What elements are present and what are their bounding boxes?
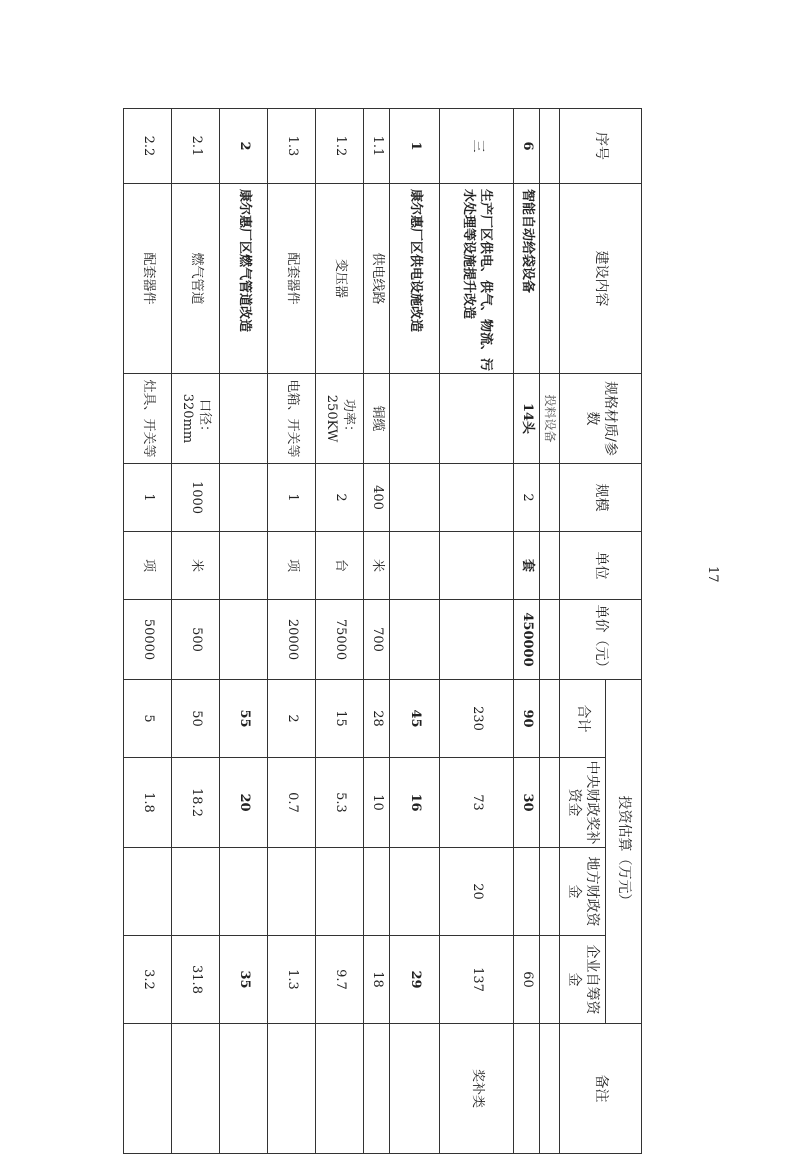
cell-content: 供电线路: [364, 184, 390, 374]
table-row: [440, 109, 514, 1154]
cell-self: 18: [364, 936, 390, 1024]
cell-total: 28: [364, 680, 390, 758]
cell-unit: 台: [316, 532, 364, 600]
cell-local: [364, 848, 390, 936]
header-content: 建设内容: [560, 184, 642, 374]
cell-remark: [124, 1024, 172, 1154]
cell-total: 45: [390, 680, 440, 758]
cell-content: 变压器: [316, 184, 364, 374]
cell-self: 29: [390, 936, 440, 1024]
cell-seq: 1.1: [364, 109, 390, 184]
cell-scale: 2: [316, 464, 364, 532]
cell-spec: [390, 374, 440, 464]
cell-price: 20000: [268, 600, 316, 680]
cell-price: [390, 600, 440, 680]
cell-price: [220, 600, 268, 680]
table-body: [124, 109, 560, 1154]
cell-remark: [540, 1024, 560, 1154]
cell-local: 20: [440, 848, 514, 936]
header-seq: 序号: [560, 109, 642, 184]
cell-unit: 项: [268, 532, 316, 600]
cell-self: 9.7: [316, 936, 364, 1024]
cell-self: 35: [220, 936, 268, 1024]
cell-scale: 1: [268, 464, 316, 532]
table-header: [560, 109, 642, 1154]
header-self: 企业自筹资金: [560, 936, 606, 1024]
table-row: [172, 109, 220, 1154]
cell-scale: [540, 464, 560, 532]
cell-seq: 三: [440, 109, 514, 184]
cell-seq: 1.3: [268, 109, 316, 184]
cell-total: 230: [440, 680, 514, 758]
cell-remark: [220, 1024, 268, 1154]
cell-self: 1.3: [268, 936, 316, 1024]
cell-self: 137: [440, 936, 514, 1024]
cell-central: 30: [514, 758, 540, 848]
cell-central: 10: [364, 758, 390, 848]
cell-central: 5.3: [316, 758, 364, 848]
cell-central: 1.8: [124, 758, 172, 848]
cell-seq: 2: [220, 109, 268, 184]
cell-central: 73: [440, 758, 514, 848]
cell-content: 燃气管道: [172, 184, 220, 374]
cell-content: 康尔惠厂区供电设施改造: [390, 184, 440, 374]
cell-unit: 套: [514, 532, 540, 600]
cell-central: 16: [390, 758, 440, 848]
cell-remark: [172, 1024, 220, 1154]
table-row: [268, 109, 316, 1154]
cell-unit: [540, 532, 560, 600]
cell-spec: [220, 374, 268, 464]
cell-price: 75000: [316, 600, 364, 680]
cell-price: 500: [172, 600, 220, 680]
cell-spec: 铜缆: [364, 374, 390, 464]
table-row: [124, 109, 172, 1154]
table-row: [514, 109, 540, 1154]
header-price: 单价（元）: [560, 600, 642, 680]
cell-price: 700: [364, 600, 390, 680]
cell-seq: [540, 109, 560, 184]
cell-content: 生产厂区供电、供气、物流、污水处理等设施提升改造: [440, 184, 514, 374]
cell-spec: 投料设备: [540, 374, 560, 464]
cell-central: 20: [220, 758, 268, 848]
cell-seq: 1: [390, 109, 440, 184]
cell-spec: 功率：250KW: [316, 374, 364, 464]
cell-spec: 口径：320mm: [172, 374, 220, 464]
cell-local: [124, 848, 172, 936]
rotated-table-stage: [124, 108, 642, 1108]
page-number: 17: [705, 566, 720, 583]
cell-remark: [268, 1024, 316, 1154]
cell-remark: [316, 1024, 364, 1154]
cell-remark: [514, 1024, 540, 1154]
header-local: 地方财政资金: [560, 848, 606, 936]
cell-price: 50000: [124, 600, 172, 680]
investment-table: [123, 108, 642, 1154]
cell-local: [268, 848, 316, 936]
cell-spec: 14头: [514, 374, 540, 464]
cell-seq: 1.2: [316, 109, 364, 184]
cell-content: 配套器件: [268, 184, 316, 374]
cell-content: 配套器件: [124, 184, 172, 374]
cell-spec: [440, 374, 514, 464]
cell-local: [220, 848, 268, 936]
header-scale: 规模: [560, 464, 642, 532]
cell-total: 50: [172, 680, 220, 758]
cell-seq: 6: [514, 109, 540, 184]
cell-total: 90: [514, 680, 540, 758]
cell-price: 450000: [514, 600, 540, 680]
cell-unit: 米: [364, 532, 390, 600]
cell-total: 2: [268, 680, 316, 758]
cell-remark: 奖补类: [440, 1024, 514, 1154]
cell-unit: [440, 532, 514, 600]
table-row: [220, 109, 268, 1154]
cell-remark: [390, 1024, 440, 1154]
header-remark: 备注: [560, 1024, 642, 1154]
cell-scale: 400: [364, 464, 390, 532]
cell-local: [514, 848, 540, 936]
cell-price: [540, 600, 560, 680]
cell-total: 15: [316, 680, 364, 758]
cell-seq: 2.1: [172, 109, 220, 184]
cell-remark: [364, 1024, 390, 1154]
table-row: [316, 109, 364, 1154]
header-total: 合计: [560, 680, 606, 758]
cell-content: 智能自动给袋设备: [514, 184, 540, 374]
table-row: [390, 109, 440, 1154]
table-row: [540, 109, 560, 1154]
cell-price: [440, 600, 514, 680]
rotated-table-wrapper: [124, 108, 642, 1108]
cell-spec: 灶具、开关等: [124, 374, 172, 464]
cell-central: [540, 758, 560, 848]
cell-scale: [390, 464, 440, 532]
cell-total: 5: [124, 680, 172, 758]
cell-central: 0.7: [268, 758, 316, 848]
cell-scale: 1: [124, 464, 172, 532]
cell-spec: 电箱、开关等: [268, 374, 316, 464]
cell-local: [390, 848, 440, 936]
cell-local: [540, 848, 560, 936]
cell-unit: [220, 532, 268, 600]
cell-self: 31.8: [172, 936, 220, 1024]
header-central: 中央财政奖补资金: [560, 758, 606, 848]
header-unit: 单位: [560, 532, 642, 600]
cell-local: [316, 848, 364, 936]
cell-self: 3.2: [124, 936, 172, 1024]
cell-unit: 项: [124, 532, 172, 600]
cell-scale: [440, 464, 514, 532]
header-spec: 规格材质/参数: [560, 374, 642, 464]
cell-self: 60: [514, 936, 540, 1024]
header-invest: 投资估算（万元）: [606, 680, 642, 1024]
cell-unit: [390, 532, 440, 600]
table-row: [364, 109, 390, 1154]
cell-self: [540, 936, 560, 1024]
cell-scale: 1000: [172, 464, 220, 532]
cell-scale: [220, 464, 268, 532]
cell-scale: 2: [514, 464, 540, 532]
cell-local: [172, 848, 220, 936]
cell-content: 康尔惠厂区燃气管道改造: [220, 184, 268, 374]
cell-unit: 米: [172, 532, 220, 600]
cell-content: [540, 184, 560, 374]
cell-seq: 2.2: [124, 109, 172, 184]
cell-total: 55: [220, 680, 268, 758]
cell-central: 18.2: [172, 758, 220, 848]
cell-total: [540, 680, 560, 758]
